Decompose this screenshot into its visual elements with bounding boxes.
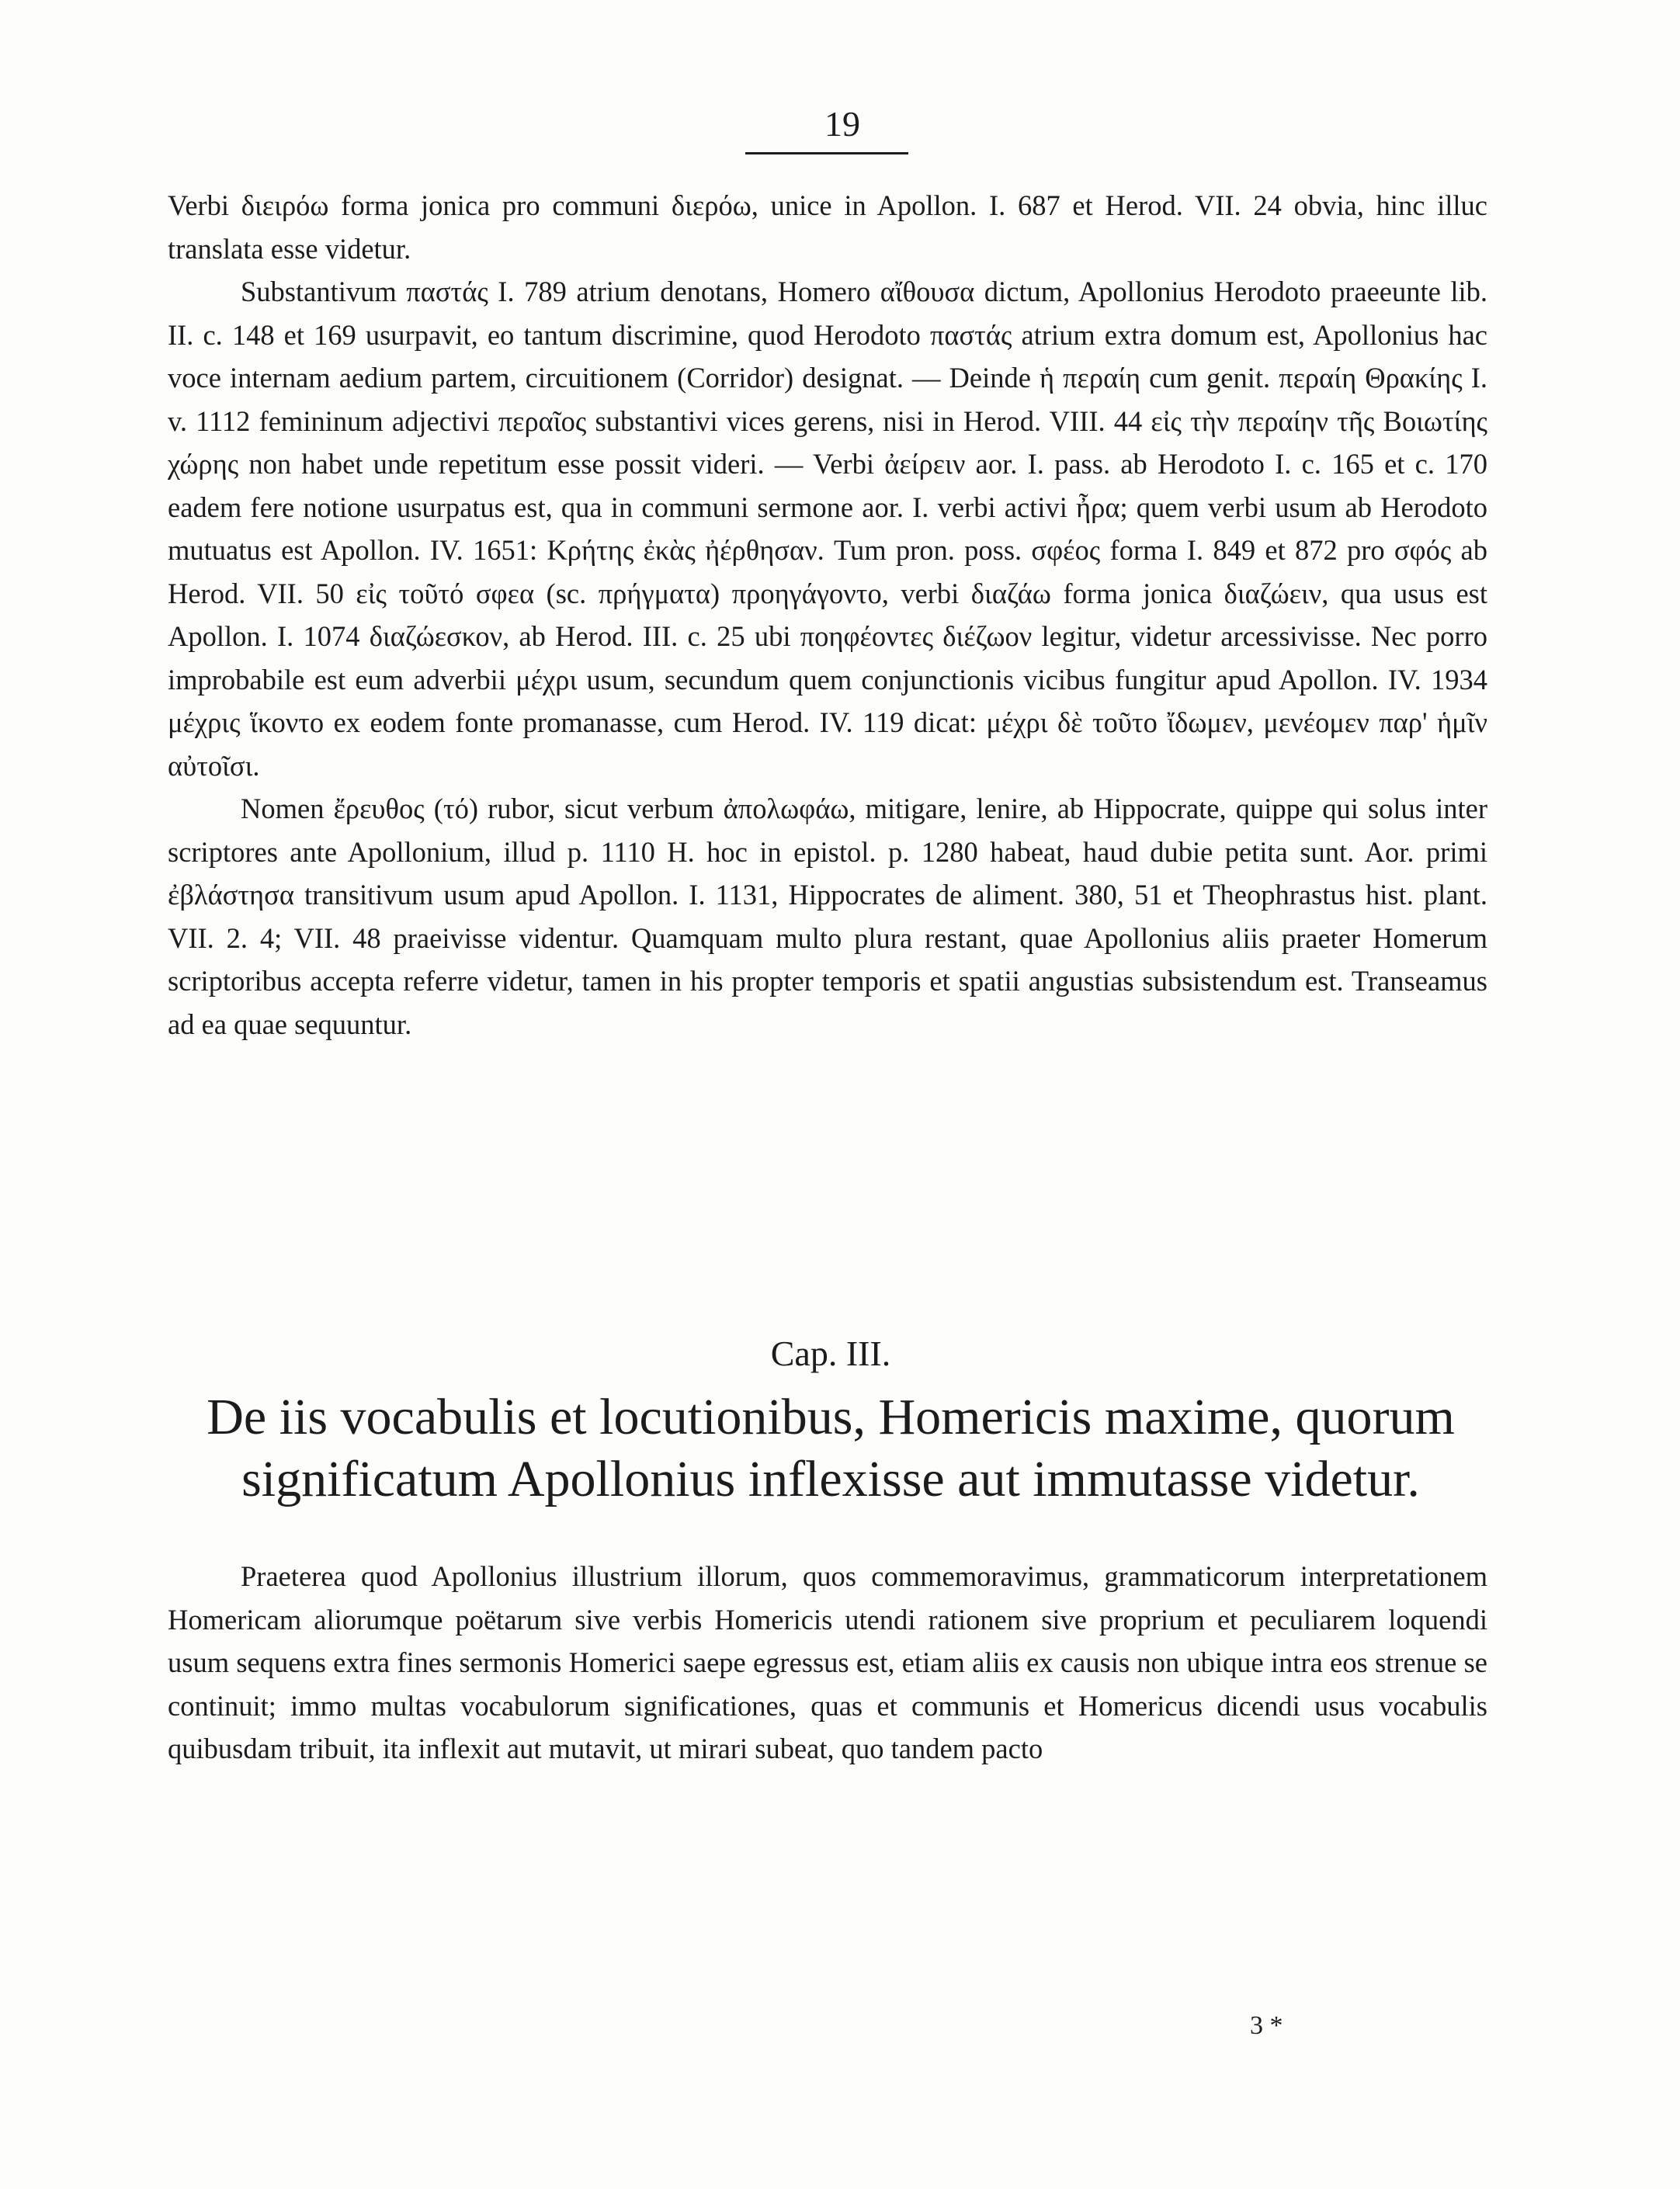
page-number: 19 xyxy=(824,104,860,144)
chapter-title: De iis vocabulis et locutionibus, Homericis maxime, quorum significatum Apollonius inflexisse aut immutasse videtur. xyxy=(207,1389,1455,1507)
paragraph-verbi-dieiroo: Verbi διειρόω forma jonica pro communi διερόω, unice in Apollon. I. 687 et Herod. VII. 24 obvia, hinc illuc translata esse videtur. xyxy=(168,189,1487,265)
paragraph-substantivum-pastas: Substantivum παστάς I. 789 atrium denotans, Homero αἴθουσα dictum, Apollonius Herodoto praeeunte lib. II. c. 148 et 169 usurpavit, eo tantum discrimine, quod Herodoto παστάς atrium extra domum est, Apollonius hac voce internam aedium partem, circuitionem (Corridor) designat. — Deinde ἡ περαίη cum genit. περαίη Θρακίης I. v. 1112 femininum adjectivi περαῖος substantivi vices gerens, nisi in Herod. VIII. 44 εἰς τὴν περαίην τῆς Βοιωτίης χώρης non habet unde repetitum esse possit videri. — Verbi ἀείρειν aor. I. pass. ab Herodoto I. c. 165 et c. 170 eadem fere notione usurpatus est, qua in communi sermone aor. I. verbi activi ἦρα; quem verbi usum ab Herodoto mutuatus est Apollon. IV. 1651: Κρήτης ἐκὰς ἠέρθησαν. Tum pron. poss. σφέος forma I. 849 et 872 pro σφός ab Herod. VII. 50 εἰς τοῦτό σφεα (sc. πρήγματα) προηγάγοντο, verbi διαζάω forma jonica διαζώειν, qua usus est Apollon. I. 1074 διαζώεσκον, ab Herod. III. c. 25 ubi ποηφέοντες διέζωον legitur, videtur arcessivisse. Nec porro improbabile est eum adverbii μέχρι usum, secundum quem conjunctionis vicibus fungitur apud Apollon. IV. 1934 μέχρις ἵκοντο ex eodem fonte promanasse, cum Herod. IV. 119 dicat: μέχρι δὲ τοῦτο ἴδωμεν, μενέομεν παρ' ἡμῖν αὐτοῖσι. xyxy=(168,276,1487,782)
chapter-heading: Cap. III. xyxy=(770,1334,891,1373)
signature-mark: 3 * xyxy=(1250,2011,1283,2040)
page-number-rule xyxy=(745,152,908,154)
paragraph-nomen-ereuthos: Nomen ἔρευθος (τό) rubor, sicut verbum ἀπολωφάω, mitigare, lenire, ab Hippocrate, quippe qui solus inter scriptores ante Apollonium, illud p. 1110 H. hoc in epistol. p. 1280 habeat, haud dubie petita sunt. Aor. primi ἐβλάστησα transitivum usum apud Apollon. I. 1131, Hippocrates de aliment. 380, 51 et Theophrastus hist. plant. VII. 2. 4; VII. 48 praeivisse videntur. Quamquam multo plura restant, quae Apollonius aliis praeter Homerum scriptoribus accepta referre videtur, tamen in his propter temporis et spatii angustias subsistendum est. Transeamus ad ea quae sequuntur. xyxy=(168,793,1487,1040)
paragraph-praeterea: Praeterea quod Apollonius illustrium illorum, quos commemoravimus, grammaticorum interpretationem Homericam aliorumque poëtarum sive verbis Homericis utendi rationem sive proprium et peculiarem loquendi usum sequens extra fines sermonis Homerici saepe egressus est, etiam aliis ex causis non ubique intra eos strenue se continuit; immo multas vocabulorum significationes, quas et communis et Homericus dicendi usus vocabulis quibusdam tribuit, ita inflexit aut mutavit, ut mirari subeat, quo tandem pacto xyxy=(168,1560,1487,1764)
text-block-lower xyxy=(168,1555,1487,1771)
text-block-upper xyxy=(168,184,1487,1046)
